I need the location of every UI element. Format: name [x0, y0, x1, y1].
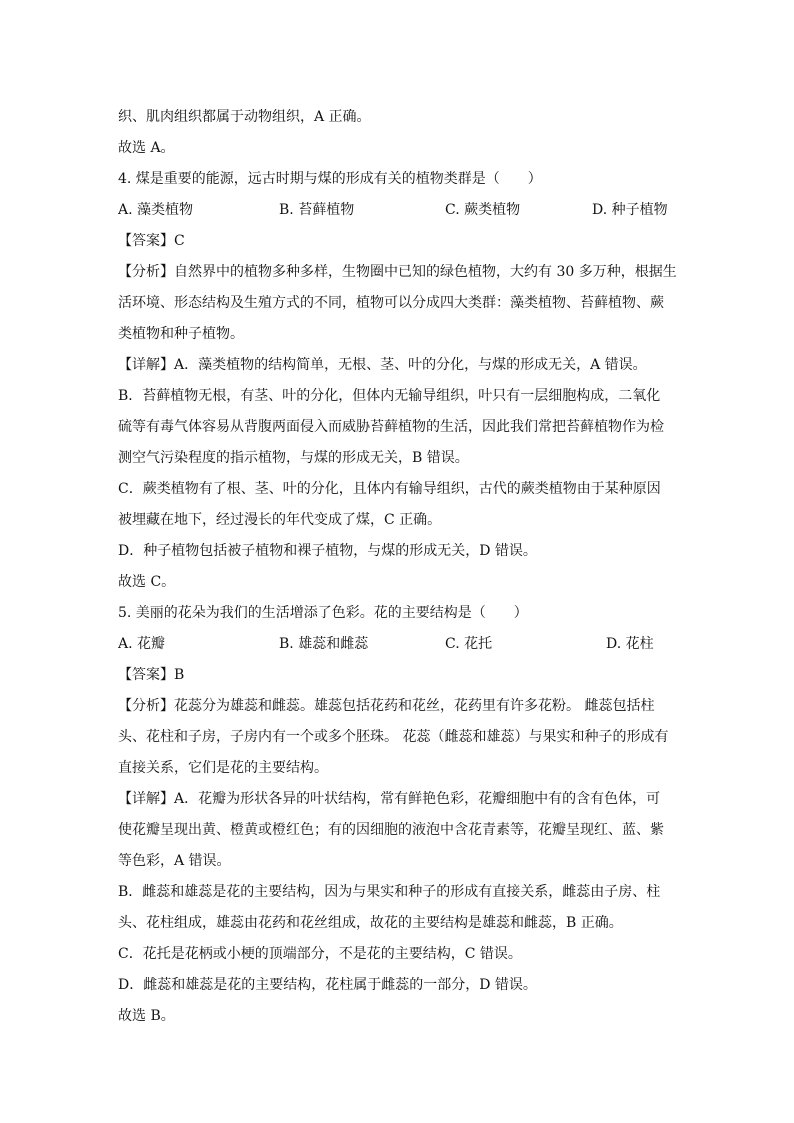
- detail-line: D．雌蕊和雄蕊是花的主要结构，花柱属于雌蕊的一部分，D 错误。: [118, 977, 537, 993]
- question-4-options: [118, 195, 678, 226]
- question-4-answer: 【答案】C: [118, 233, 185, 249]
- option-a: A. 藻类植物: [118, 202, 194, 218]
- detail-line: B．苔藓植物无根，有茎、叶的分化，但体内无输导组织，叶只有一层细胞构成，二氧化: [118, 388, 661, 404]
- detail-line: 【详解】A．藻类植物的结构简单，无根、茎、叶的分化，与煤的形成无关，A 错误。: [118, 357, 647, 373]
- analysis-line: 【分析】花蕊分为雄蕊和雌蕊。雄蕊包括花药和花丝，花药里有许多花粉。 雌蕊包括柱: [118, 698, 655, 714]
- detail-line: C．蕨类植物有了根、茎、叶的分化，且体内有输导组织，古代的蕨类植物由于某种原因: [118, 481, 661, 497]
- option-d: D. 种子植物: [592, 202, 668, 218]
- text-line: 织、肌肉组织都属于动物组织，A 正确。: [118, 109, 371, 125]
- analysis-line: 头、花柱和子房，子房内有一个或多个胚珠。 花蕊（雌蕊和雄蕊）与果实和种子的形成有: [118, 729, 669, 745]
- detail-line: 头、花柱组成，雄蕊由花药和花丝组成，故花的主要结构是雄蕊和雌蕊，B 正确。: [118, 915, 623, 931]
- option-c: C. 花托: [445, 636, 493, 652]
- detail-line: 被埋藏在地下，经过漫长的年代变成了煤，C 正确。: [118, 512, 442, 528]
- question-5-answer: 【答案】B: [118, 667, 185, 683]
- question-4-stem: 4. 煤是重要的能源，远古时期与煤的形成有关的植物类群是（ ）: [118, 171, 542, 187]
- analysis-line: 【分析】自然界中的植物多种多样，生物圈中已知的绿色植物，大约有 30 多万种，根据生: [118, 264, 677, 280]
- detail-line: 等色彩，A 错误。: [118, 853, 231, 869]
- question-5-options: [118, 629, 678, 660]
- detail-line: 使花瓣呈现出黄、橙黄或橙红色；有的因细胞的液泡中含花青素等，花瓣呈现红、蓝、紫: [118, 822, 664, 838]
- option-a: A. 花瓣: [118, 636, 166, 652]
- option-b: B. 雄蕊和雌蕊: [279, 636, 369, 652]
- detail-line: B．雌蕊和雄蕊是花的主要结构，因为与果实和种子的形成有直接关系，雌蕊由子房、柱: [118, 884, 661, 900]
- detail-line: D．种子植物包括被子植物和裸子植物，与煤的形成无关，D 错误。: [118, 543, 537, 559]
- detail-line: 【详解】A．花瓣为形状各异的叶状结构，常有鲜艳色彩，花瓣细胞中有的含有色体，可: [118, 791, 661, 807]
- analysis-line: 活环境、形态结构及生殖方式的不同，植物可以分成四大类群：藻类植物、苔藓植物、蕨: [118, 295, 664, 311]
- option-c: C. 蕨类植物: [445, 202, 521, 218]
- analysis-line: 直接关系，它们是花的主要结构。: [118, 760, 328, 776]
- detail-line: 硫等有毒气体容易从背腹两面侵入而威胁苔藓植物的生活，因此我们常把苔藓植物作为检: [118, 419, 664, 435]
- analysis-line: 类植物和种子植物。: [118, 326, 244, 342]
- option-b: B. 苔藓植物: [279, 202, 355, 218]
- text-column: [118, 102, 678, 1032]
- text-line: 故选 A。: [118, 140, 175, 156]
- detail-line: 故选 B。: [118, 1008, 175, 1024]
- question-5-stem: 5. 美丽的花朵为我们的生活增添了色彩。花的主要结构是（ ）: [118, 605, 528, 621]
- detail-line: C．花托是花柄或小梗的顶端部分，不是花的主要结构，C 错误。: [118, 946, 522, 962]
- option-d: D. 花柱: [606, 636, 654, 652]
- detail-line: 测空气污染程度的指示植物，与煤的形成无关，B 错误。: [118, 450, 469, 466]
- detail-line: 故选 C。: [118, 574, 176, 590]
